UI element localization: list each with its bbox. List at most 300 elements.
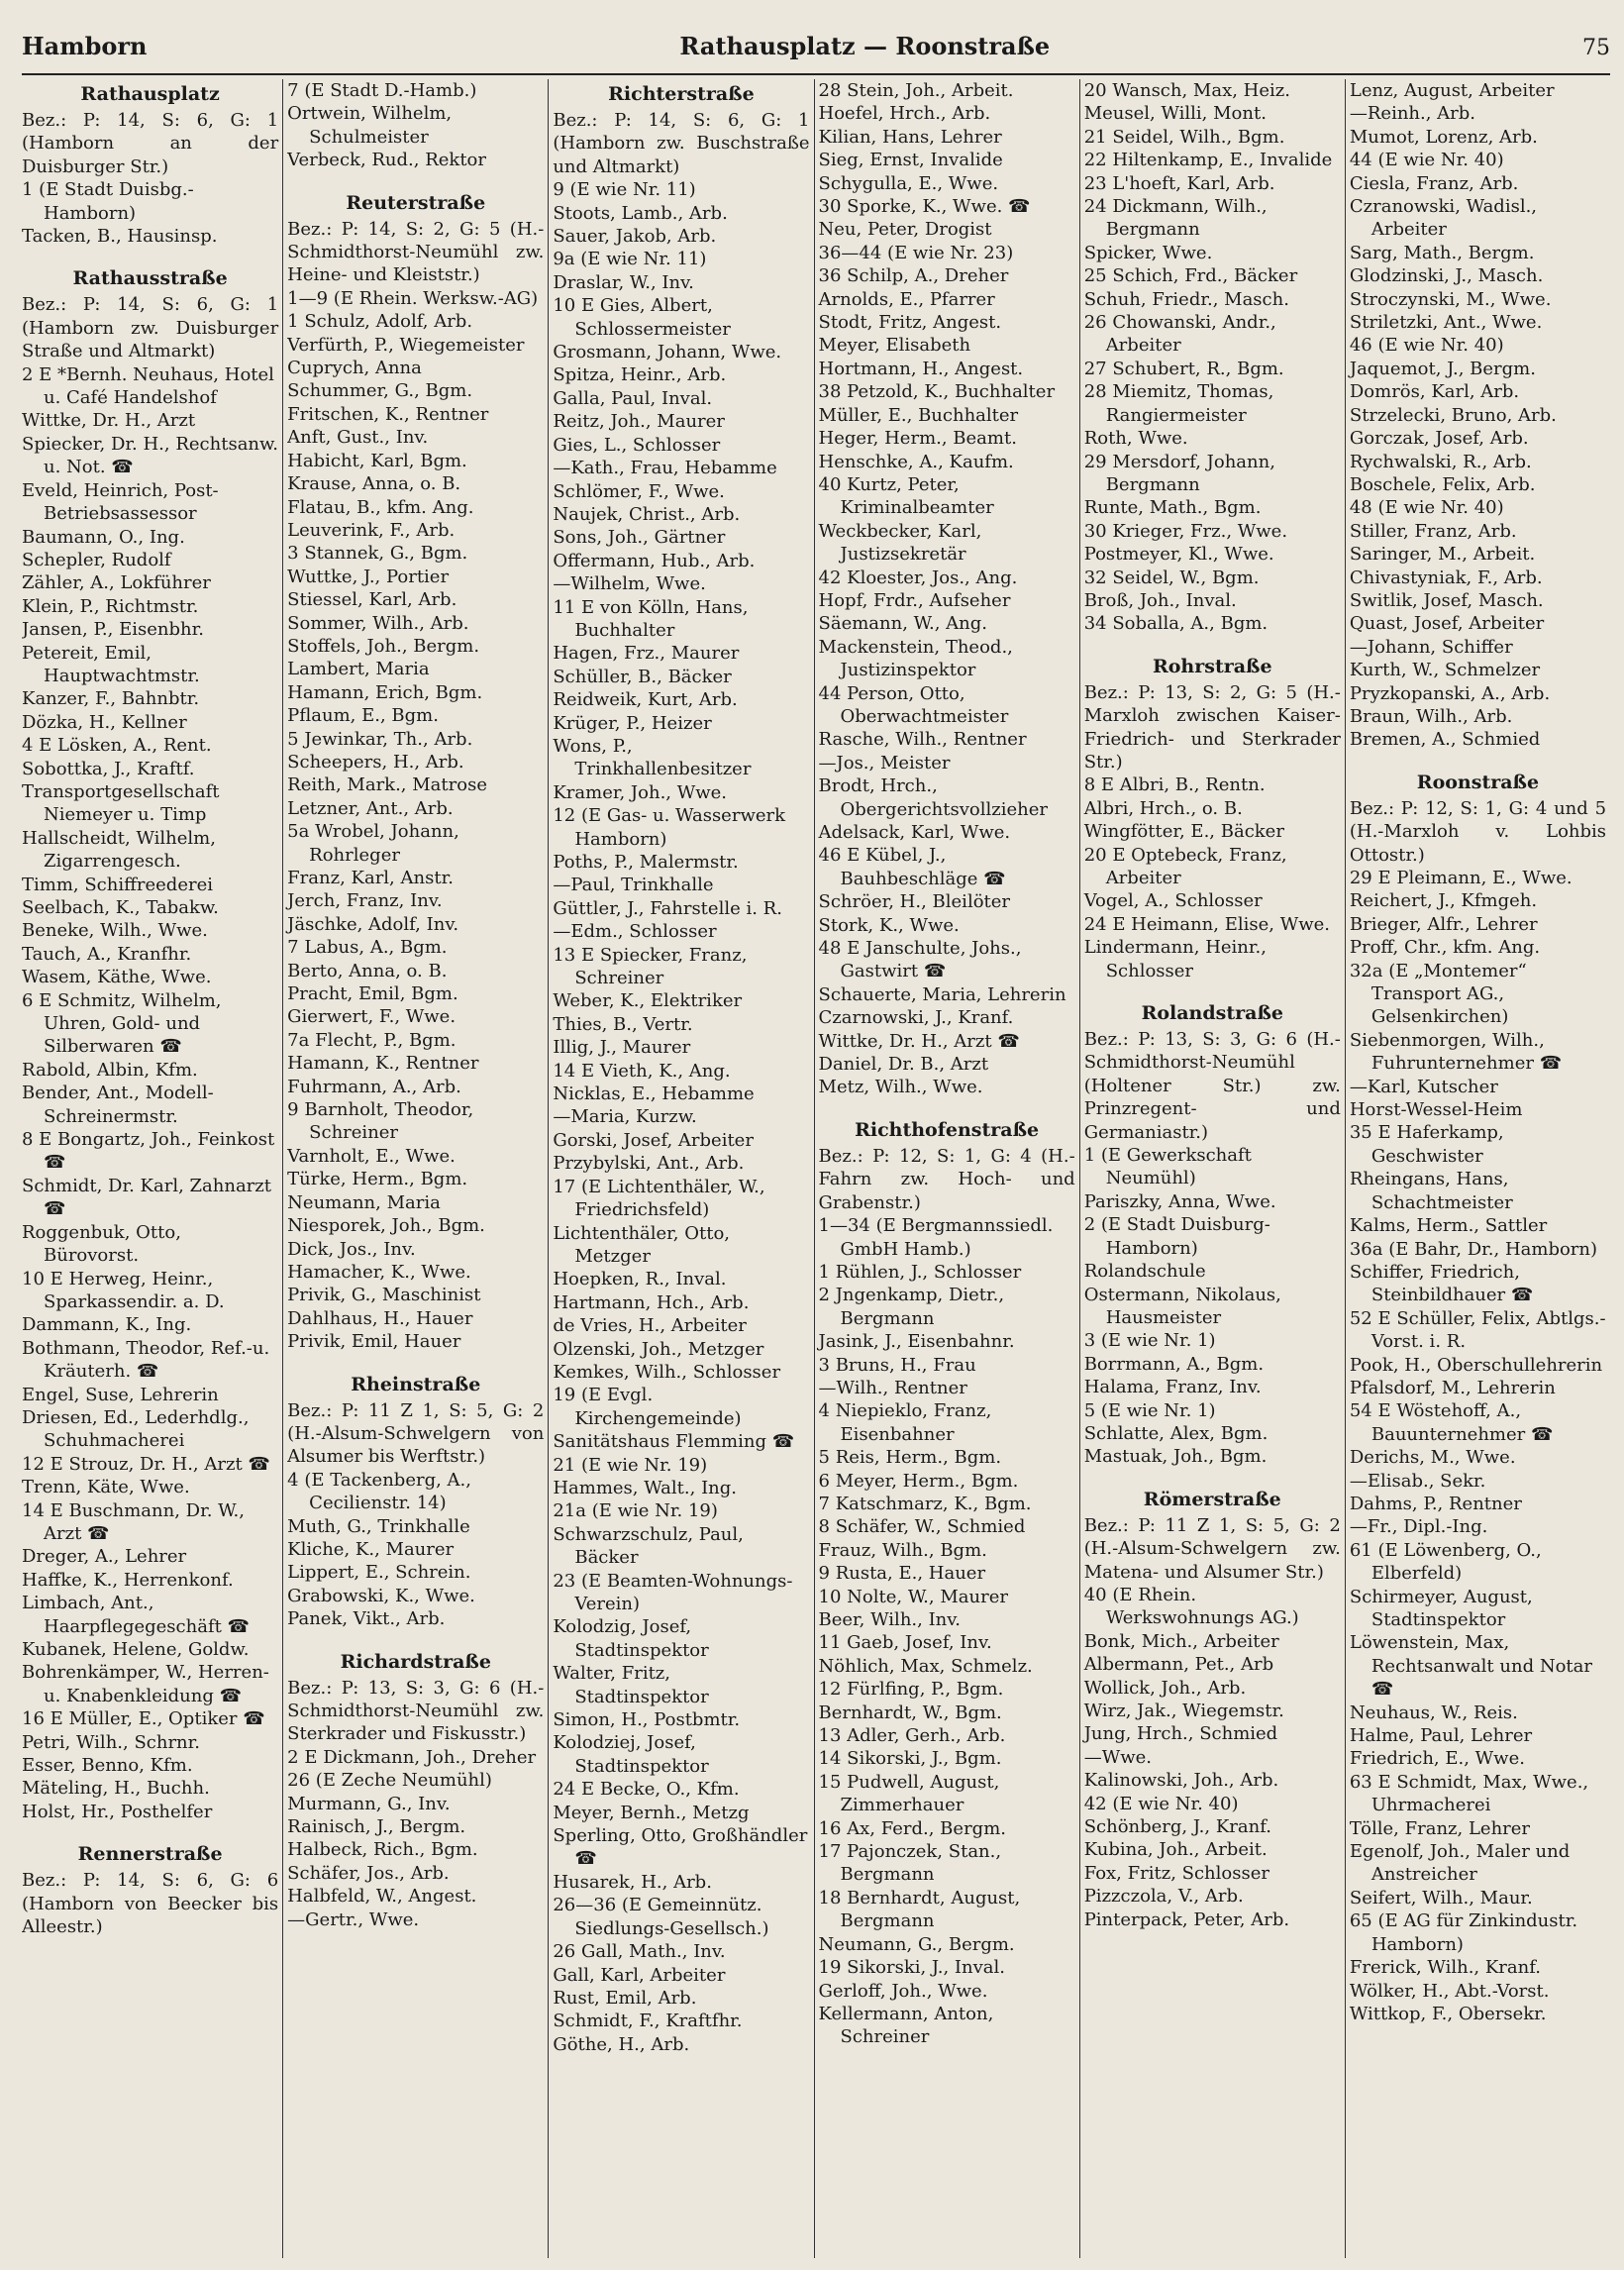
resident-entry: Schlömer, F., Wwe. — [553, 480, 725, 502]
resident-entry: Schuh, Friedr., Masch. — [1083, 288, 1289, 310]
resident-entry: Kolodzig, Josef, Stadtinspektor — [553, 1616, 709, 1661]
resident-entry: 10 E Gies, Albert, Schlossermeister — [553, 295, 731, 340]
resident-entry: Thies, B., Vertr. — [553, 1013, 693, 1035]
resident-entry: 21 (E wie Nr. 19) — [553, 1454, 708, 1476]
resident-entry: Nicklas, E., Hebamme — [553, 1083, 755, 1105]
resident-entry: Seelbach, K., Tabakw. — [22, 897, 219, 918]
resident-entry: Switlik, Josef, Masch. — [1349, 589, 1544, 611]
resident-entry: Roth, Wwe. — [1083, 428, 1188, 450]
resident-entry: Petri, Wilh., Schrnr. — [22, 1731, 200, 1753]
resident-entry: 13 E Spiecker, Franz, Schreiner — [553, 944, 748, 989]
district-info: Bez.: P: 14, S: 6, G: 1 (Hamborn an der Duisburger Str.) — [22, 110, 279, 177]
resident-entry: 5a Wrobel, Johann, Rohrleger — [287, 821, 459, 866]
resident-entry: Schönberg, J., Kranf. — [1083, 1816, 1271, 1838]
resident-entry: Eveld, Heinrich, Post-Betriebsassessor — [22, 479, 219, 525]
resident-entry: 46 (E wie Nr. 40) — [1349, 335, 1504, 357]
resident-entry: Hopf, Frdr., Aufseher — [818, 589, 1011, 611]
resident-entry: —Edm., Schlosser — [553, 921, 717, 943]
resident-entry: 24 E Heimann, Elise, Wwe. — [1083, 913, 1330, 935]
resident-entry: 46 E Kübel, J., Bauhbeschläge ☎ — [818, 845, 1006, 889]
resident-entry: 40 Kurtz, Peter, Kriminalbeamter — [818, 473, 994, 519]
resident-entry: Neuhaus, W., Reis. — [1349, 1702, 1518, 1723]
resident-entry: Hamacher, K., Wwe. — [287, 1261, 471, 1283]
resident-entry: 40 (E Rhein. Werkswohnungs AG.) — [1083, 1584, 1299, 1629]
resident-entry: Kanzer, F., Bahnbtr. — [22, 688, 200, 710]
resident-entry: 7 Labus, A., Bgm. — [287, 937, 448, 959]
resident-entry: Glodzinski, J., Masch. — [1349, 265, 1544, 287]
resident-entry: 3 Bruns, H., Frau — [818, 1354, 976, 1376]
column-2 — [282, 79, 548, 2258]
resident-entry: Sieg, Ernst, Invalide — [818, 150, 1003, 171]
resident-entry: Vogel, A., Schlosser — [1083, 890, 1263, 912]
resident-entry: Fritschen, K., Rentner — [287, 403, 489, 425]
resident-entry: Dahlhaus, H., Hauer — [287, 1307, 473, 1329]
resident-entry: —Johann, Schiffer — [1349, 636, 1513, 658]
resident-entry: Schüller, B., Bäcker — [553, 666, 732, 687]
page-header — [22, 32, 1610, 75]
columns-container — [22, 79, 1610, 2258]
resident-entry: Güttler, J., Fahrstelle i. R. — [553, 897, 782, 919]
resident-entry: 16 E Müller, E., Optiker ☎ — [22, 1708, 265, 1730]
resident-entry: 14 Sikorski, J., Bgm. — [818, 1748, 1002, 1770]
resident-entry: Gall, Karl, Arbeiter — [553, 1964, 726, 1986]
resident-entry: 42 (E wie Nr. 40) — [1083, 1793, 1239, 1814]
resident-entry: Dahms, P., Rentner — [1349, 1493, 1522, 1514]
resident-entry: —Wilhelm, Wwe. — [553, 573, 706, 595]
resident-entry: 42 Kloester, Jos., Ang. — [818, 567, 1018, 588]
resident-entry: 35 E Haferkamp, Geschwister — [1349, 1122, 1504, 1167]
resident-entry: —Elisab., Sekr. — [1349, 1470, 1486, 1492]
resident-entry: Pflaum, E., Bgm. — [287, 705, 439, 727]
resident-entry: Sarg, Math., Bergm. — [1349, 242, 1535, 263]
resident-entry: Reidweik, Kurt, Arb. — [553, 689, 738, 711]
resident-entry: Schwarzschulz, Paul, Bäcker — [553, 1523, 744, 1569]
resident-entry: Kalinowski, Joh., Arb. — [1083, 1770, 1279, 1792]
resident-entry: Offermann, Hub., Arb. — [553, 550, 756, 571]
resident-entry: Hartmann, Hch., Arb. — [553, 1291, 750, 1313]
resident-entry: 11 E von Kölln, Hans, Buchhalter — [553, 596, 749, 641]
resident-entry: Hamann, K., Rentner — [287, 1053, 479, 1075]
resident-entry: 63 E Schmidt, Max, Wwe., Uhrmacherei — [1349, 1771, 1589, 1816]
resident-entry: Lippert, E., Schrein. — [287, 1562, 471, 1584]
resident-entry: Panek, Vikt., Arb. — [287, 1608, 446, 1630]
resident-entry: Galla, Paul, Inval. — [553, 387, 713, 409]
resident-entry: Pariszky, Anna, Wwe. — [1083, 1190, 1276, 1212]
resident-entry: Albermann, Pet., Arb — [1083, 1654, 1274, 1676]
resident-entry: 48 E Janschulte, Johs., Gastwirt ☎ — [818, 938, 1022, 982]
resident-entry: Pook, H., Oberschullehrerin — [1349, 1354, 1603, 1376]
resident-entry: 1 Rühlen, J., Schlosser — [818, 1261, 1022, 1283]
resident-entry: Simon, H., Postbmtr. — [553, 1709, 741, 1731]
district-info: Bez.: P: 13, S: 3, G: 6 (H.-Schmidthorst-Neumühl zw. Sterkrader und Fiskusstr.) — [287, 1677, 545, 1745]
resident-entry: Postmeyer, Kl., Wwe. — [1083, 544, 1274, 566]
resident-entry: Kubanek, Helene, Goldw. — [22, 1639, 250, 1660]
resident-entry: Runte, Math., Bgm. — [1083, 497, 1262, 519]
resident-entry: Saringer, M., Arbeit. — [1349, 544, 1536, 566]
resident-entry: 2 E Dickmann, Joh., Dreher — [287, 1746, 537, 1768]
resident-entry: Ostermann, Nikolaus, Hausmeister — [1083, 1284, 1281, 1328]
resident-entry: Frerick, Wilh., Kranf. — [1349, 1957, 1541, 1979]
resident-entry: 14 E Vieth, K., Ang. — [553, 1060, 731, 1082]
resident-entry: Olzenski, Joh., Metzger — [553, 1338, 764, 1360]
resident-entry: 28 Stein, Joh., Arbeit. — [818, 80, 1014, 101]
resident-entry: 6 E Schmitz, Wilhelm, Uhren, Gold- und Silberwaren ☎ — [22, 989, 222, 1058]
resident-entry: 26 Gall, Math., Inv. — [553, 1941, 726, 1963]
resident-entry: 12 Fürlfing, P., Bgm. — [818, 1679, 1004, 1701]
resident-entry: Reith, Mark., Matrose — [287, 774, 487, 796]
resident-entry: Czranowski, Wadisl., Arbeiter — [1349, 196, 1538, 241]
resident-entry: Habicht, Karl, Bgm. — [287, 450, 467, 471]
resident-entry: 1 (E Stadt Duisbg.-Hamborn) — [22, 179, 194, 224]
resident-entry: Dözka, H., Kellner — [22, 711, 187, 733]
resident-entry: Weckbecker, Karl, Justizsekretär — [818, 520, 982, 566]
resident-entry: Jung, Hrch., Schmied — [1083, 1723, 1278, 1745]
resident-entry: Tölle, Franz, Lehrer — [1349, 1817, 1531, 1839]
resident-entry: Chivastyniak, F., Arb. — [1349, 567, 1543, 588]
resident-entry: Fuhrmann, A., Arb. — [287, 1076, 461, 1097]
resident-entry: 9 Rusta, E., Hauer — [818, 1563, 986, 1585]
resident-entry: Lindermann, Heinr., Schlosser — [1083, 937, 1267, 981]
resident-entry: Stoots, Lamb., Arb. — [553, 202, 728, 224]
resident-entry: Illig, J., Maurer — [553, 1037, 691, 1059]
resident-entry: 7a Flecht, P., Bgm. — [287, 1029, 457, 1051]
resident-entry: 17 (E Lichtenthäler, W., Friedrichsfeld) — [553, 1176, 765, 1221]
resident-entry: Poths, P., Malermstr. — [553, 852, 739, 873]
resident-entry: Spiecker, Dr. H., Rechtsanw. u. Not. ☎ — [22, 433, 279, 478]
resident-entry: Jerch, Franz, Inv. — [287, 890, 443, 912]
district-info: Bez.: P: 13, S: 3, G: 6 (H.-Schmidthorst-Neumühl (Holtener Str.) zw. Prinzregent- und Germaniastr.) — [1083, 1029, 1341, 1143]
resident-entry: Strzelecki, Bruno, Arb. — [1349, 404, 1557, 426]
resident-entry: Bender, Ant., Modell-Schreinermstr. — [22, 1083, 214, 1127]
resident-entry: 1—34 (E Bergmannssiedl. GmbH Hamb.) — [818, 1215, 1054, 1260]
resident-entry: 17 Pajonczek, Stan., Bergmann — [818, 1841, 1002, 1886]
resident-entry: Meusel, Willi, Mont. — [1083, 103, 1267, 125]
resident-entry: 19 Sikorski, J., Inval. — [818, 1957, 1005, 1979]
resident-entry: 38 Petzold, K., Buchhalter — [818, 381, 1056, 403]
resident-entry: 29 Mersdorf, Johann, Bergmann — [1083, 451, 1275, 495]
resident-entry: Ortwein, Wilhelm, Schulmeister — [287, 103, 453, 148]
resident-entry: Berto, Anna, o. B. — [287, 960, 448, 981]
resident-entry: Sauer, Jakob, Arb. — [553, 226, 717, 248]
resident-entry: Grosmann, Johann, Wwe. — [553, 342, 782, 363]
resident-entry: Schygulla, E., Wwe. — [818, 172, 999, 194]
resident-entry: Mumot, Lorenz, Arb. — [1349, 126, 1538, 148]
resident-entry: 14 E Buschmann, Dr. W., Arzt ☎ — [22, 1499, 245, 1544]
resident-entry: Pryzkopanski, A., Arb. — [1349, 682, 1551, 704]
resident-entry: 8 Schäfer, W., Schmied — [818, 1516, 1026, 1538]
street-heading: Rolandstraße — [1141, 1002, 1283, 1025]
resident-entry: Tacken, B., Hausinsp. — [22, 226, 218, 248]
resident-entry: Braun, Wilh., Arb. — [1349, 705, 1513, 727]
resident-entry: Wollick, Joh., Arb. — [1083, 1677, 1247, 1699]
district-info: Bez.: P: 11 Z 1, S: 5, G: 2 (H.-Alsum-Schwelgern zw. Matena- und Alsumer Str.) — [1083, 1514, 1341, 1583]
resident-entry: 2 (E Stadt Duisburg-Hamborn) — [1083, 1214, 1270, 1259]
resident-entry: 36 Schilp, A., Dreher — [818, 265, 1009, 287]
resident-entry: Schauerte, Maria, Lehrerin — [818, 983, 1066, 1005]
resident-entry: 65 (E AG für Zinkindustr. Hamborn) — [1349, 1910, 1578, 1955]
resident-entry: 32a (E „Montemer“ Transport AG., Gelsenkirchen) — [1349, 960, 1527, 1028]
resident-entry: Pracht, Emil, Bgm. — [287, 983, 458, 1005]
resident-entry: Walter, Fritz, Stadtinspektor — [553, 1663, 709, 1707]
page-number: 75 — [1581, 36, 1610, 60]
resident-entry: Schlatte, Alex, Bgm. — [1083, 1422, 1269, 1444]
resident-entry: Hamann, Erich, Bgm. — [287, 681, 483, 703]
resident-entry: Bremen, A., Schmied — [1349, 729, 1541, 751]
resident-entry: 27 Schubert, R., Bgm. — [1083, 358, 1284, 379]
resident-entry: Schiffer, Friedrich, Steinbildhauer ☎ — [1349, 1261, 1534, 1306]
resident-entry: 5 Jewinkar, Th., Arb. — [287, 728, 473, 750]
resident-entry: 44 Person, Otto, Oberwachtmeister — [818, 682, 1009, 727]
resident-entry: Pinterpack, Peter, Arb. — [1083, 1909, 1290, 1930]
resident-entry: 26 Chowanski, Andr., Arbeiter — [1083, 312, 1276, 357]
resident-entry: Dick, Jos., Inv. — [287, 1238, 416, 1260]
resident-entry: Mäteling, H., Buchh. — [22, 1778, 210, 1800]
resident-entry: Neumann, G., Bergm. — [818, 1933, 1015, 1955]
resident-entry: 1 (E Gewerkschaft Neumühl) — [1083, 1145, 1252, 1189]
resident-entry: —Gertr., Wwe. — [287, 1909, 420, 1930]
resident-entry: Striletzki, Ant., Wwe. — [1349, 312, 1543, 334]
resident-entry: Bohrenkämper, W., Herren- u. Knabenkleidung ☎ — [22, 1662, 269, 1706]
resident-entry: Gies, L., Schlosser — [553, 434, 721, 456]
street-heading: Roonstraße — [1416, 771, 1540, 793]
resident-entry: 5 Reis, Herm., Bgm. — [818, 1447, 1002, 1469]
resident-entry: Schäfer, Jos., Arb. — [287, 1862, 450, 1884]
resident-entry: Dammann, K., Ing. — [22, 1314, 192, 1336]
column-3 — [548, 79, 813, 2258]
resident-entry: Mastuak, Joh., Bgm. — [1083, 1446, 1268, 1468]
resident-entry: 3 Stannek, G., Bgm. — [287, 543, 468, 565]
resident-entry: 8 E Bongartz, Joh., Feinkost ☎ — [22, 1129, 275, 1174]
resident-entry: Frauz, Wilh., Bgm. — [818, 1539, 987, 1561]
resident-entry: 61 (E Löwenberg, O., Elberfeld) — [1349, 1539, 1542, 1585]
resident-entry: 21a (E wie Nr. 19) — [553, 1500, 718, 1522]
street-heading: Rathausstraße — [72, 267, 228, 290]
resident-entry: Beneke, Wilh., Wwe. — [22, 920, 208, 942]
resident-entry: 23 L'hoeft, Karl, Arb. — [1083, 172, 1275, 194]
resident-entry: Spitza, Heinr., Arb. — [553, 364, 727, 386]
resident-entry: Albri, Hrch., o. B. — [1083, 797, 1243, 819]
district-info: Bez.: P: 14, S: 6, G: 6 (Hamborn von Beecker bis Alleestr.) — [22, 1870, 279, 1938]
resident-entry: 8 E Albri, B., Rentn. — [1083, 774, 1266, 796]
district-info: Bez.: P: 12, S: 1, G: 4 (H.-Fahrn zw. Hoch- und Grabenstr.) — [818, 1145, 1075, 1213]
resident-entry: 13 Adler, Gerh., Arb. — [818, 1725, 1006, 1747]
resident-entry: 4 Niepieklo, Franz, Eisenbahner — [818, 1400, 992, 1445]
resident-entry: Dreger, A., Lehrer — [22, 1546, 187, 1568]
resident-entry: Transportgesellschaft Niemeyer u. Timp — [22, 780, 220, 826]
resident-entry: Reitz, Joh., Maurer — [553, 411, 725, 433]
resident-entry: Timm, Schiffreederei — [22, 874, 213, 895]
resident-entry: Boschele, Felix, Arb. — [1349, 473, 1536, 495]
resident-entry: Zähler, A., Lokführer — [22, 572, 211, 594]
resident-entry: Jasink, J., Eisenbahnr. — [818, 1331, 1015, 1353]
resident-entry: Nöhlich, Max, Schmelz. — [818, 1655, 1033, 1677]
resident-entry: Lambert, Maria — [287, 659, 430, 680]
resident-entry: Sperling, Otto, Großhändler ☎ — [553, 1825, 808, 1870]
resident-entry: —Paul, Trinkhalle — [553, 875, 714, 896]
resident-entry: 24 E Becke, O., Kfm. — [553, 1779, 740, 1801]
resident-entry: Ciesla, Franz, Arb. — [1349, 172, 1519, 194]
district-info: Bez.: P: 11 Z 1, S: 5, G: 2 (H.-Alsum-Schwelgern von Alsumer bis Werftstr.) — [287, 1399, 545, 1468]
resident-entry: 19 (E Evgl. Kirchengemeinde) — [553, 1385, 742, 1429]
resident-entry: Haffke, K., Herrenkonf. — [22, 1569, 234, 1591]
resident-entry: Murmann, G., Inv. — [287, 1793, 451, 1814]
resident-entry: Muth, G., Trinkhalle — [287, 1515, 470, 1537]
resident-entry: Rolandschule — [1083, 1261, 1206, 1283]
resident-entry: Roggenbuk, Otto, Bürovorst. — [22, 1221, 181, 1267]
resident-entry: Adelsack, Karl, Wwe. — [818, 822, 1011, 843]
resident-entry: —Maria, Kurzw. — [553, 1106, 697, 1128]
resident-entry: Wirz, Jak., Wiegemstr. — [1083, 1701, 1284, 1721]
resident-entry: Neumann, Maria — [287, 1191, 441, 1213]
resident-entry: Wons, P., Trinkhallenbesitzer — [553, 735, 752, 780]
resident-entry: Heger, Herm., Beamt. — [818, 428, 1017, 450]
resident-entry: Kalms, Herm., Sattler — [1349, 1215, 1548, 1237]
resident-entry: Hallscheidt, Wilhelm, Zigarrengesch. — [22, 827, 216, 873]
resident-entry: Tauch, A., Kranfhr. — [22, 943, 192, 965]
district-info: Bez.: P: 14, S: 6, G: 1 (Hamborn zw. Duisburger Straße und Altmarkt) — [22, 294, 279, 362]
resident-entry: Fox, Fritz, Schlosser — [1083, 1862, 1269, 1884]
resident-entry: 22 Hiltenkamp, E., Invalide — [1083, 150, 1333, 171]
resident-entry: Kellermann, Anton, Schreiner — [818, 2003, 994, 2048]
resident-entry: 25 Schich, Frd., Bäcker — [1083, 265, 1298, 287]
resident-entry: 4 E Lösken, A., Rent. — [22, 735, 212, 757]
street-heading: Römerstraße — [1143, 1488, 1281, 1510]
resident-entry: 30 Krieger, Frz., Wwe. — [1083, 520, 1288, 542]
resident-entry: —Jos., Meister — [818, 752, 951, 774]
resident-entry: Broß, Joh., Inval. — [1083, 589, 1237, 611]
resident-entry: Gerloff, Joh., Wwe. — [818, 1980, 988, 2002]
resident-entry: 48 (E wie Nr. 40) — [1349, 497, 1504, 519]
resident-entry: Wittke, Dr. H., Arzt — [22, 410, 196, 432]
street-heading: Richthofenstraße — [855, 1118, 1040, 1141]
resident-entry: 3 (E wie Nr. 1) — [1083, 1330, 1216, 1352]
resident-entry: Brieger, Alfr., Lehrer — [1349, 913, 1538, 935]
resident-entry: 12 E Strouz, Dr. H., Arzt ☎ — [22, 1453, 270, 1475]
resident-entry: Schepler, Rudolf — [22, 549, 171, 570]
resident-entry: Schirmeyer, August, Stadtinspektor — [1349, 1586, 1533, 1630]
resident-entry: Husarek, H., Arb. — [553, 1871, 712, 1893]
resident-entry: Hammes, Walt., Ing. — [553, 1477, 738, 1498]
resident-entry: Rheingans, Hans, Schachtmeister — [1349, 1169, 1513, 1213]
resident-entry: Leuverink, F., Arb. — [287, 519, 456, 541]
resident-entry: Rabold, Albin, Kfm. — [22, 1059, 198, 1081]
resident-entry: Privik, Emil, Hauer — [287, 1331, 461, 1353]
resident-entry: 7 (E Stadt D.-Hamb.) — [287, 80, 477, 101]
resident-entry: 9 (E wie Nr. 11) — [553, 179, 696, 201]
resident-entry: Siebenmorgen, Wilh., Fuhrunternehmer ☎ — [1349, 1029, 1563, 1075]
resident-entry: Stiller, Franz, Arb. — [1349, 520, 1517, 542]
resident-entry: Schmidt, Dr. Karl, Zahnarzt ☎ — [22, 1175, 271, 1220]
resident-entry: Friedrich, E., Wwe. — [1349, 1748, 1525, 1770]
resident-entry: 20 E Optebeck, Franz, Arbeiter — [1083, 844, 1287, 888]
resident-entry: Przybylski, Ant., Arb. — [553, 1153, 745, 1175]
resident-entry: Stiessel, Karl, Arb. — [287, 589, 457, 611]
resident-entry: —Wilh., Rentner — [818, 1377, 967, 1398]
resident-entry: 7 Katschmarz, K., Bgm. — [818, 1493, 1032, 1514]
resident-entry: Gorczak, Josef, Arb. — [1349, 428, 1529, 450]
resident-entry: 5 (E wie Nr. 1) — [1083, 1399, 1216, 1421]
district-info: Bez.: P: 13, S: 2, G: 5 (H.-Marxloh zwischen Kaiser-Friedrich- und Sterkrader Str.) — [1083, 681, 1341, 773]
resident-entry: 4 (E Tackenberg, A., Cecilienstr. 14) — [287, 1469, 471, 1514]
resident-entry: Hagen, Frz., Maurer — [553, 643, 740, 665]
resident-entry: Rainisch, J., Bergm. — [287, 1816, 466, 1838]
resident-entry: de Vries, H., Arbeiter — [553, 1315, 747, 1337]
district-info: Bez.: P: 14, S: 6, G: 1 (Hamborn zw. Buschstraße und Altmarkt) — [553, 110, 810, 177]
resident-entry: Trenn, Käte, Wwe. — [22, 1477, 190, 1498]
resident-entry: Quast, Josef, Arbeiter — [1349, 613, 1545, 635]
resident-entry: Bernhardt, W., Bgm. — [818, 1702, 1002, 1723]
resident-entry: Krause, Anna, o. B. — [287, 473, 461, 495]
resident-entry: 11 Gaeb, Josef, Inv. — [818, 1632, 992, 1654]
resident-entry: 28 Miemitz, Thomas, Rangiermeister — [1083, 381, 1274, 426]
resident-entry: Weber, K., Elektriker — [553, 990, 743, 1012]
resident-entry: —Reinh., Arb. — [1349, 103, 1476, 125]
resident-entry: Horst-Wessel-Heim — [1349, 1099, 1523, 1121]
resident-entry: Klein, P., Richtmstr. — [22, 595, 199, 617]
district-info: Bez.: P: 14, S: 2, G: 5 (H.-Schmidthorst-Neumühl zw. Heine- und Kleiststr.) — [287, 218, 545, 286]
resident-entry: Rust, Emil, Arb. — [553, 1987, 697, 2009]
resident-entry: Halama, Franz, Inv. — [1083, 1377, 1262, 1398]
resident-entry: 34 Soballa, A., Bgm. — [1083, 613, 1269, 635]
resident-entry: Esser, Benno, Kfm. — [22, 1755, 193, 1777]
resident-entry: 32 Seidel, W., Bgm. — [1083, 567, 1260, 588]
resident-entry: Baumann, O., Ing. — [22, 526, 185, 548]
resident-entry: 6 Meyer, Herm., Bgm. — [818, 1470, 1019, 1492]
resident-entry: 1 Schulz, Adolf, Arb. — [287, 311, 473, 333]
resident-entry: Flatau, B., kfm. Ang. — [287, 496, 474, 518]
resident-entry: 10 E Herweg, Heinr., Sparkassendir. a. D. — [22, 1268, 225, 1312]
resident-entry: 36a (E Bahr, Dr., Hamborn) — [1349, 1238, 1598, 1260]
resident-entry: Meyer, Elisabeth — [818, 335, 971, 357]
resident-entry: Halme, Paul, Lehrer — [1349, 1725, 1533, 1747]
resident-entry: Wittke, Dr. H., Arzt ☎ — [818, 1030, 1020, 1052]
resident-entry: Kemkes, Wilh., Schlosser — [553, 1361, 781, 1383]
resident-entry: 2 E *Bernh. Neuhaus, Hotel u. Café Handelshof — [22, 363, 274, 409]
resident-entry: 54 E Wöstehoff, A., Bauunternehmer ☎ — [1349, 1400, 1554, 1445]
resident-entry: 29 E Pleimann, E., Wwe. — [1349, 868, 1573, 888]
street-heading: Rathausplatz — [80, 83, 220, 105]
resident-entry: Meyer, Bernh., Metzg — [553, 1802, 750, 1823]
column-1 — [22, 79, 282, 2258]
resident-entry: Wittkop, F., Obersekr. — [1349, 2003, 1547, 2024]
resident-entry: —Fr., Dipl.-Ing. — [1349, 1516, 1488, 1538]
resident-entry: 15 Pudwell, August, Zimmerhauer — [818, 1771, 1000, 1816]
resident-entry: Verfürth, P., Wiegemeister — [287, 334, 525, 356]
resident-entry: Scheepers, H., Arb. — [287, 751, 464, 773]
street-heading: Reuterstraße — [346, 191, 486, 214]
resident-entry: Schröer, H., Bleilöter — [818, 891, 1011, 913]
resident-entry: Kramer, Joh., Wwe. — [553, 781, 728, 803]
resident-entry: Löwenstein, Max, Rechtsanwalt und Notar ☎ — [1349, 1632, 1592, 1701]
resident-entry: Stodt, Fritz, Angest. — [818, 312, 1002, 334]
resident-entry: Wasem, Käthe, Wwe. — [22, 967, 212, 988]
resident-entry: Sanitätshaus Flemming ☎ — [553, 1431, 795, 1453]
resident-entry: Wölker, H., Abt.-Vorst. — [1349, 1980, 1550, 2002]
resident-entry: Privik, G., Maschinist — [287, 1285, 481, 1306]
resident-entry: 52 E Schüller, Felix, Abtlgs.-Vorst. i. R. — [1349, 1307, 1606, 1353]
resident-entry: Varnholt, E., Wwe. — [287, 1145, 456, 1167]
resident-entry: Wuttke, J., Portier — [287, 566, 450, 587]
resident-entry: Gierwert, F., Wwe. — [287, 1006, 457, 1028]
resident-entry: 2 Jngenkamp, Dietr., Bergmann — [818, 1285, 1005, 1329]
resident-entry: Reichert, J., Kfmgeh. — [1349, 890, 1538, 912]
resident-entry: Seifert, Wilh., Maur. — [1349, 1887, 1533, 1909]
resident-entry: 16 Ax, Ferd., Bergm. — [818, 1817, 1006, 1839]
resident-entry: Beer, Wilh., Inv. — [818, 1609, 962, 1630]
resident-entry: Sobottka, J., Kraftf. — [22, 758, 195, 779]
resident-entry: Hoefel, Hrch., Arb. — [818, 103, 991, 125]
resident-entry: 1—9 (E Rhein. Werksw.-AG) — [287, 287, 539, 309]
